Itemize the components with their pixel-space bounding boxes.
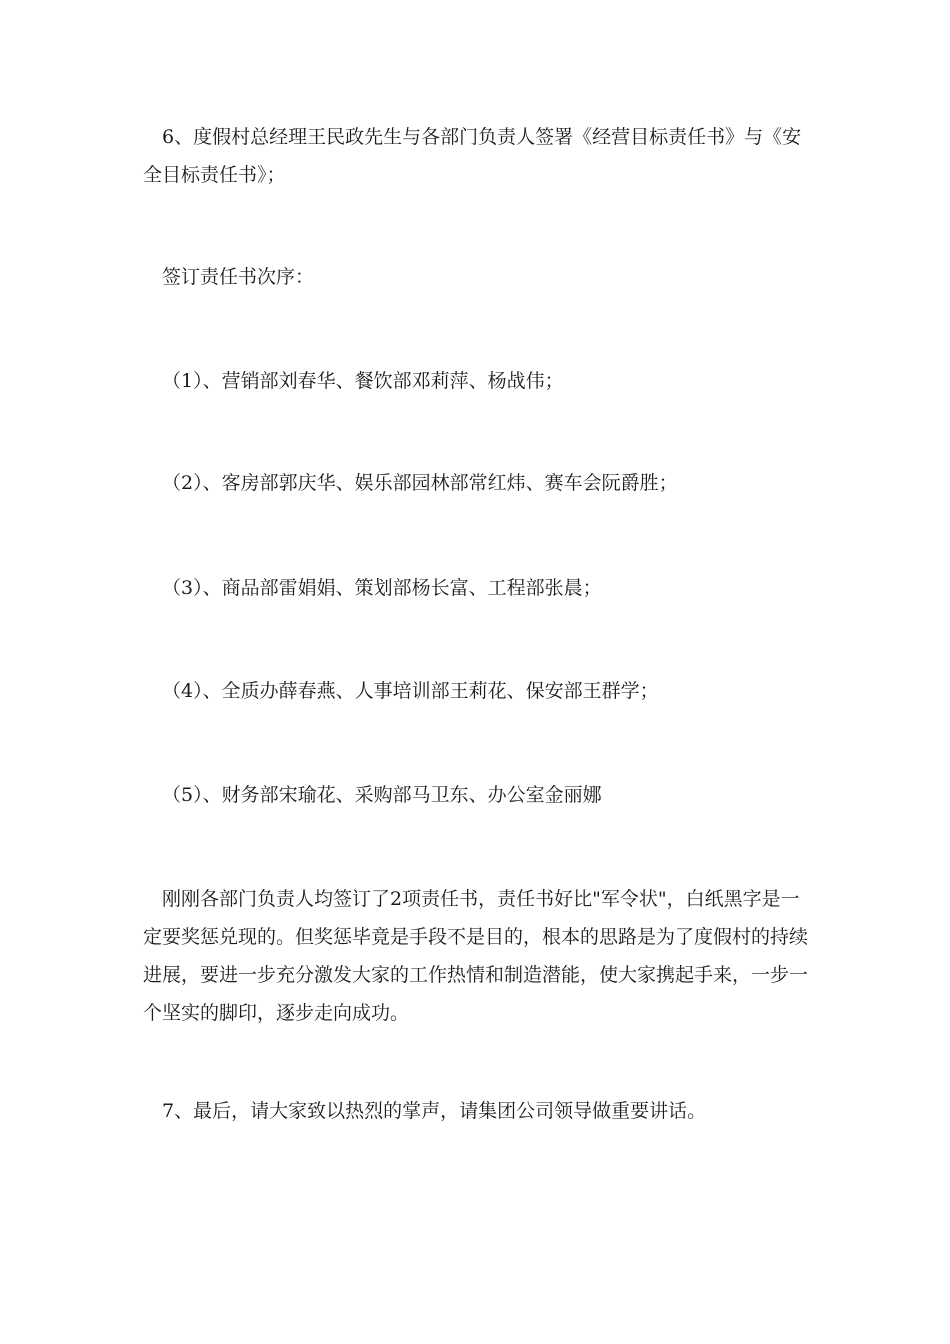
list-item-group-2: （2）、客房部郭庆华、娱乐部园林部常红炜、赛车会阮爵胜； xyxy=(162,472,678,494)
paragraph-closing: 7、最后，请大家致以热烈的掌声，请集团公司领导做重要讲话。 xyxy=(162,1100,707,1122)
paragraph-signing-ceremony: 6、度假村总经理王民政先生与各部门负责人签署《经营目标责任书》与《安全目标责任书》； xyxy=(143,126,802,186)
paragraph-responsibility-summary: 刚刚各部门负责人均签订了2项责任书，责任书好比"军令状"，白纸黑字是一定要奖惩兑现的。但奖惩毕竟是手段不是目的，根本的思路是为了度假村的持续进展，要进一步充分激发大家的工作热情和制造潜能，使大家携起手来，一步一个坚实的脚印，逐步走向成功。 xyxy=(143,888,809,1024)
list-item-group-4: （4）、全质办薛春燕、人事培训部王莉花、保安部王群学； xyxy=(162,680,659,702)
paragraph-signing-order-heading: 签订责任书次序： xyxy=(162,266,315,288)
list-item-group-3: （3）、商品部雷娟娟、策划部杨长富、工程部张晨； xyxy=(162,577,602,599)
list-item-group-5: （5）、财务部宋瑜花、采购部马卫东、办公室金丽娜 xyxy=(162,784,602,806)
list-item-group-1: （1）、营销部刘春华、餐饮部邓莉萍、杨战伟； xyxy=(162,370,564,392)
